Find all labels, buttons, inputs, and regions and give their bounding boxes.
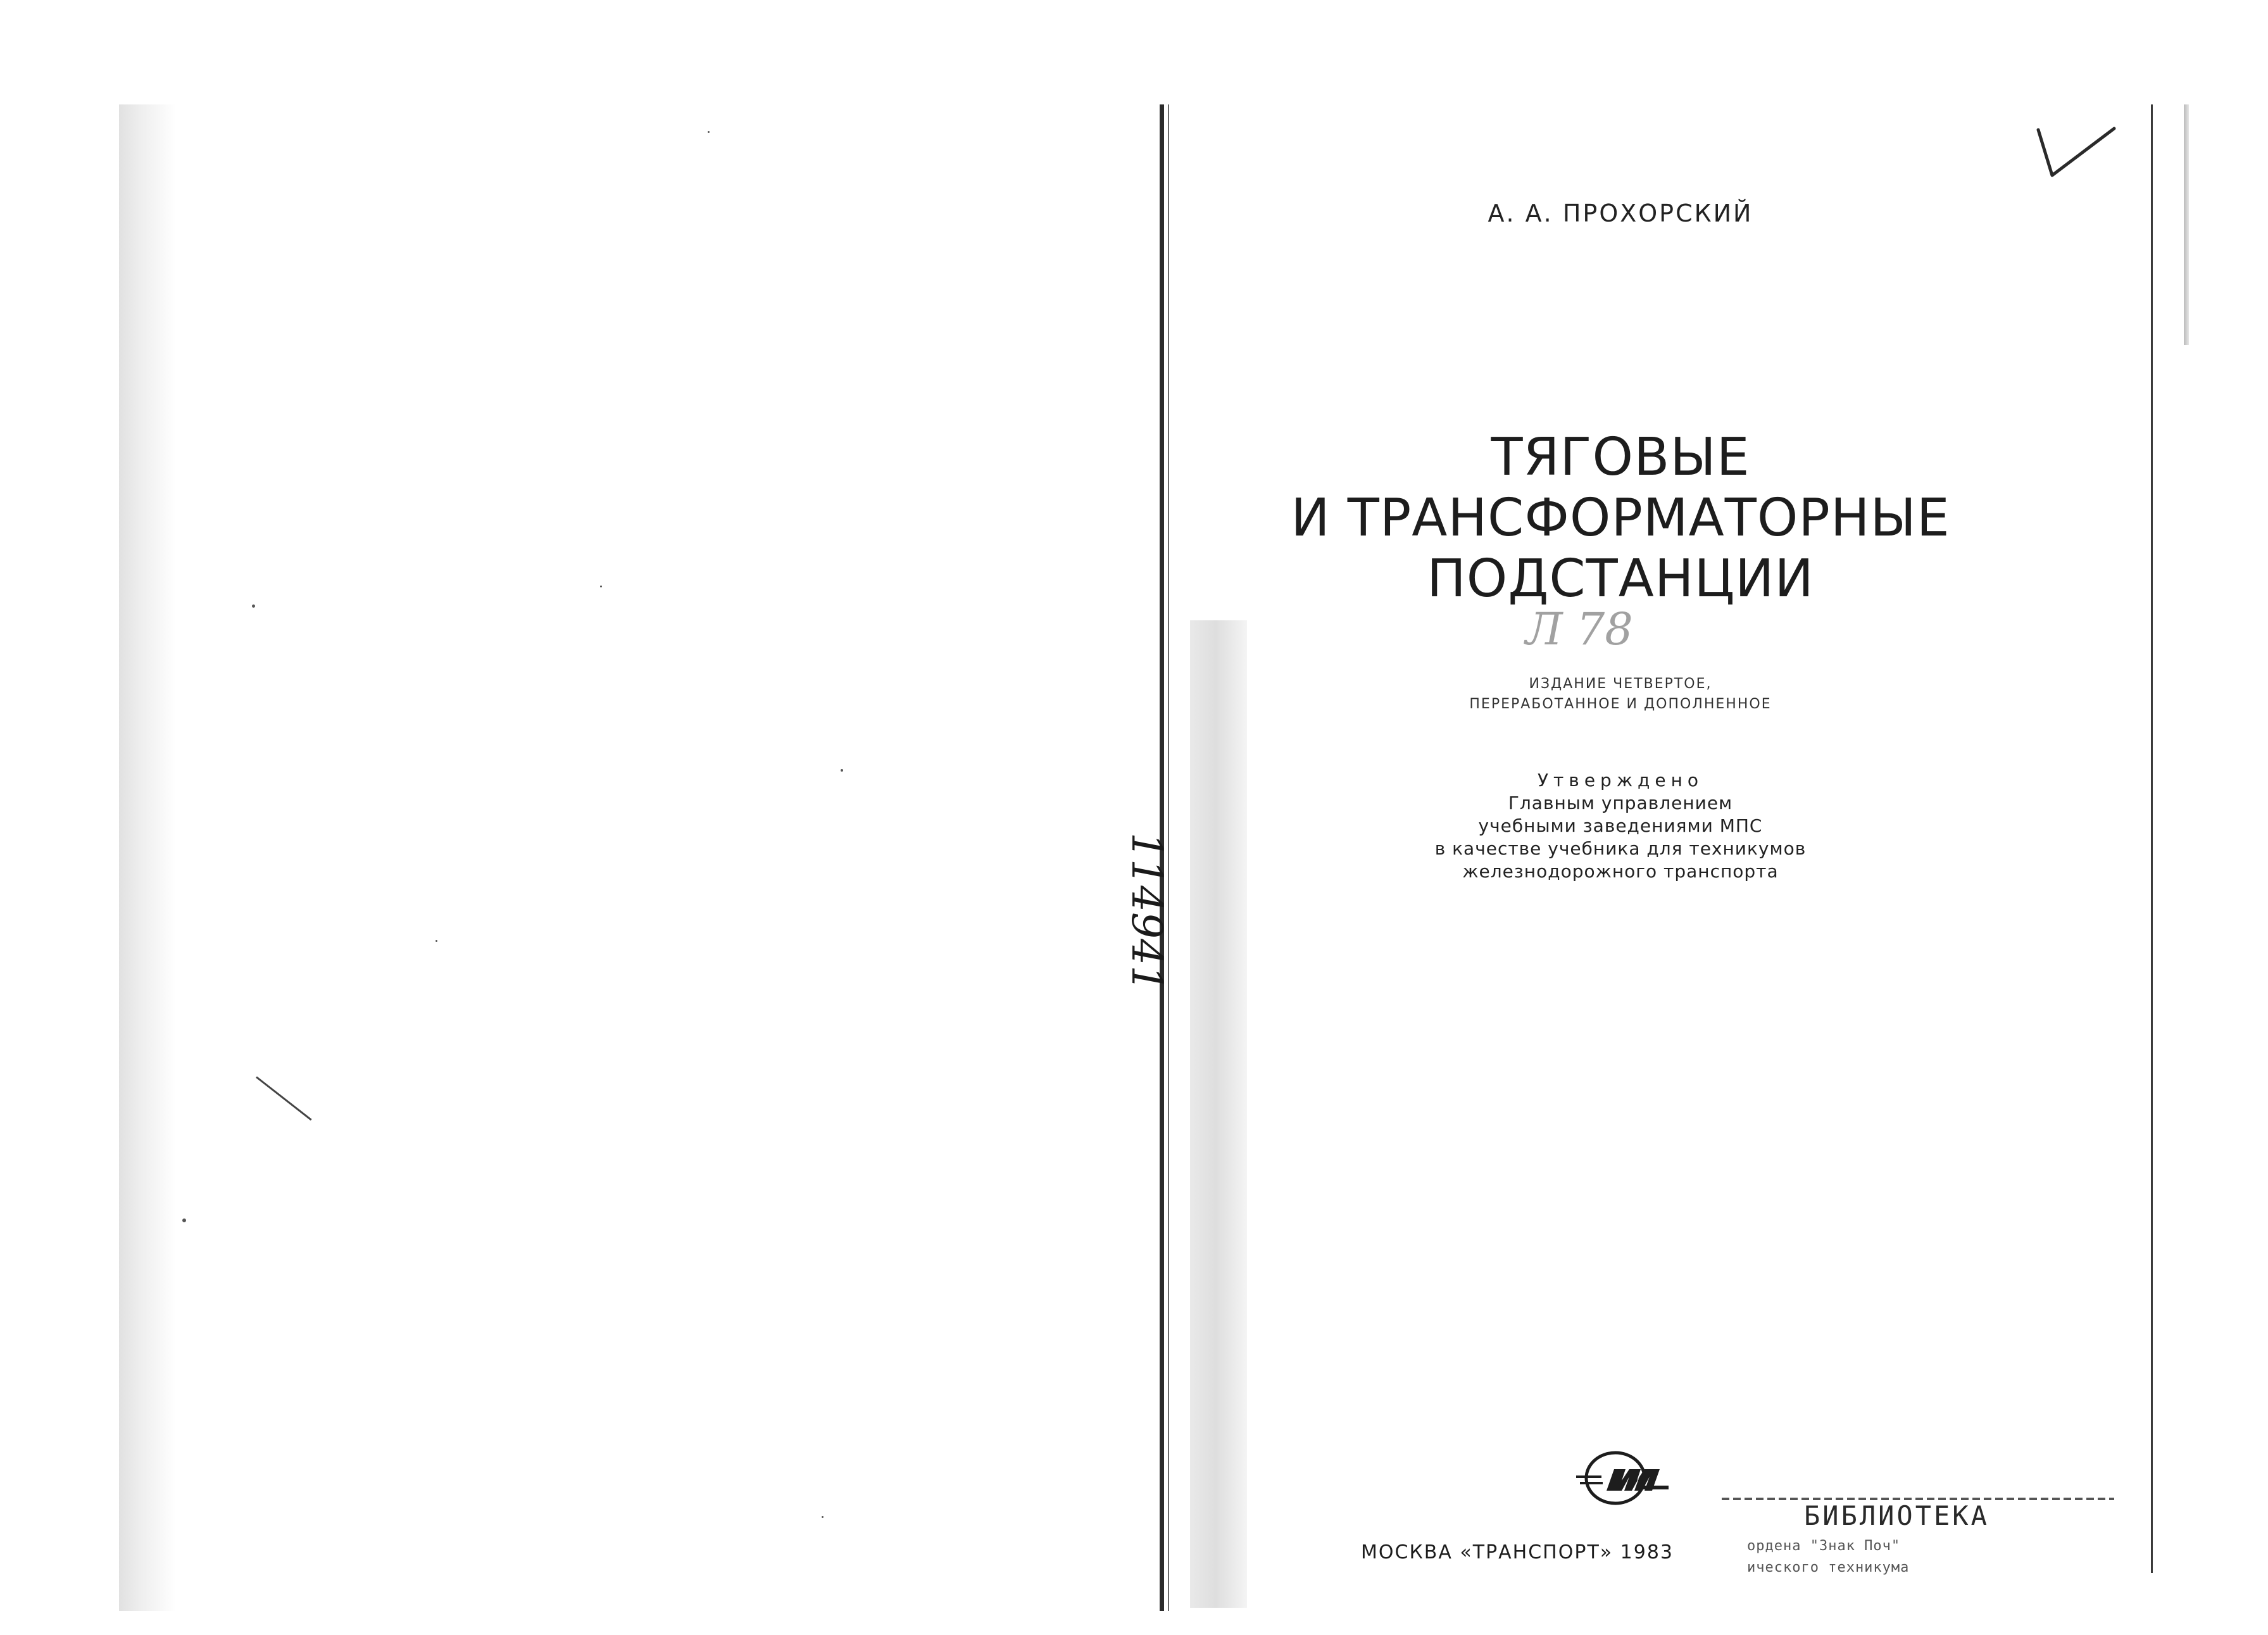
right-page-edge [2184,104,2189,345]
stamp-title: БИБЛИОТЕКА [1804,1500,1989,1531]
approval-note [1171,769,2070,883]
publisher-logo-icon [1576,1446,1671,1510]
handwritten-inventory-number: 114941 [1122,832,1171,992]
handwritten-check-mark [2032,117,2121,180]
dust-speck [182,1218,186,1222]
dust-speck [252,605,255,608]
book-title [1171,427,2070,610]
book-title-line: И ТРАНСФОРМАТОРНЫЕ [1291,488,1950,548]
library-stamp [1722,1494,2114,1589]
right-page-border [2151,104,2153,1573]
dust-speck [708,131,710,133]
approval-line: учебными заведениями МПС [1478,815,1763,836]
title-page [1122,104,2152,1611]
publisher-imprint: МОСКВА «ТРАНСПОРТ» 1983 [1361,1541,1674,1563]
approval-line: Главным управлением [1508,792,1733,813]
approval-line: в качестве учебника для техникумов [1434,838,1807,859]
dust-speck [435,940,437,942]
dust-speck [600,586,602,587]
stamp-line: ордена "Знак Поч" [1747,1538,1901,1554]
approval-line: железнодорожного транспорта [1462,861,1779,882]
stamp-line: ического техникума [1747,1560,1910,1575]
edition-note [1171,674,2070,715]
book-title-line: ТЯГОВЫЕ [1491,427,1750,487]
dust-speck [841,769,843,772]
dust-speck [822,1516,824,1518]
edition-line: ПЕРЕРАБОТАННОЕ И ДОПОЛНЕННОЕ [1469,696,1772,712]
book-author: А. А. ПРОХОРСКИЙ [1488,199,1753,227]
approval-heading: Утверждено [1537,770,1704,791]
edition-line: ИЗДАНИЕ ЧЕТВЕРТОЕ, [1529,676,1712,692]
book-title-line: ПОДСТАНЦИИ [1427,549,1814,609]
left-page-blank [119,104,1157,1611]
handwritten-library-code: Л 78 [1526,603,1633,655]
